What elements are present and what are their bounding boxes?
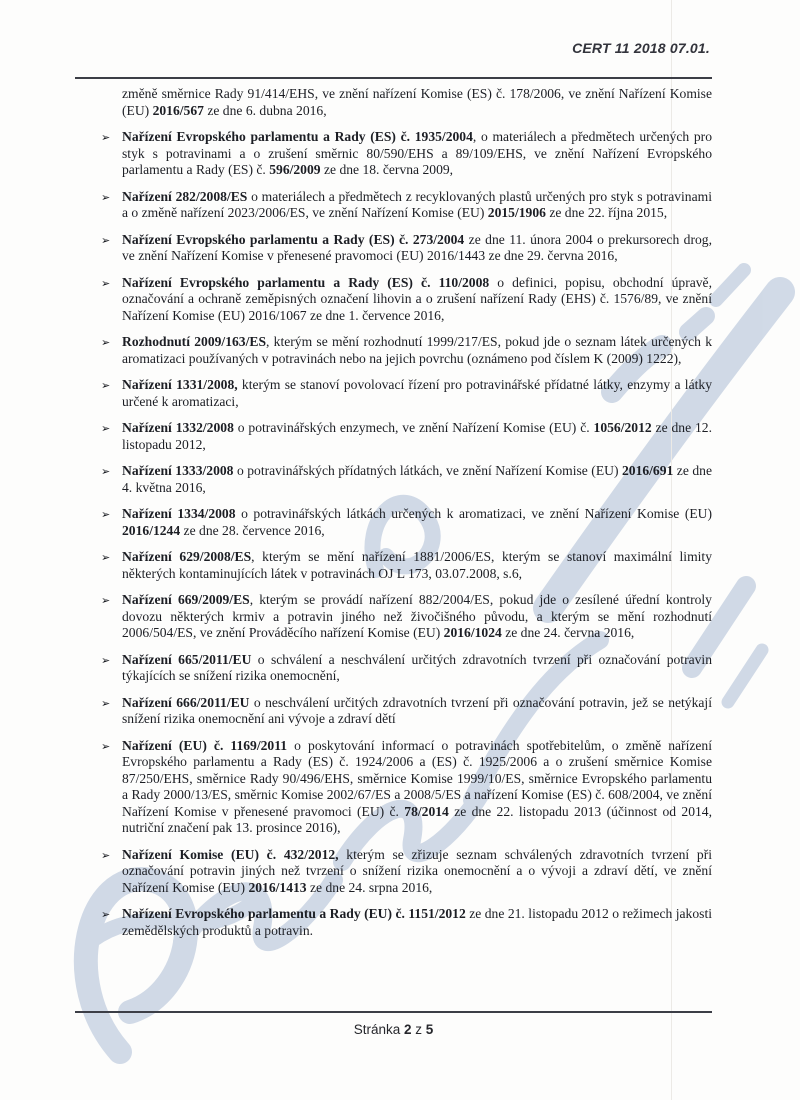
bullet-arrow-icon: ➢ xyxy=(101,848,111,862)
bullet-arrow-icon: ➢ xyxy=(101,653,111,667)
document-body xyxy=(101,86,713,949)
list-item-text: Nařízení 665/2011/EU o schválení a neschválení určitých zdravotních tvrzení při označování potravin týkajících se snížení rizika onemocnění, xyxy=(122,651,712,683)
list-item-text: Nařízení 669/2009/ES, kterým se provádí nařízení 882/2004/ES, pokud jde o zesílené úřední kontroly dovozu některých krmiv a potravin jiného než živočišného původu, a kterým se mění rozhodnutí 2006/504/ES, ve znění Prováděcího nařízení Komise (EU) 2016/1024 ze dne 24. června 2016, xyxy=(122,592,712,640)
list-item-text: Nařízení 1333/2008 o potravinářských přídatných látkách, ve znění Nařízení Komise (EU) 2016/691 ze dne 4. května 2016, xyxy=(122,463,712,495)
bullet-arrow-icon: ➢ xyxy=(101,465,111,478)
bullet-arrow-icon: ➢ xyxy=(101,422,111,435)
list-item xyxy=(101,188,712,222)
bullet-arrow-icon: ➢ xyxy=(101,336,111,349)
list-item xyxy=(101,420,713,453)
list-item xyxy=(101,549,712,582)
bullet-arrow-icon: ➢ xyxy=(101,551,111,564)
header-rule xyxy=(75,77,712,79)
list-item-text: Rozhodnutí 2009/163/ES, kterým se mění rozhodnutí 1999/217/ES, pokud jde o seznam látek určených k aromatizaci používaných v potravinách nebo na jejich povrchu (oznámeno pod číslem K (2009) 1222), xyxy=(122,334,712,366)
list-item xyxy=(101,129,712,179)
list-item xyxy=(101,377,712,410)
bullet-arrow-icon: ➢ xyxy=(101,190,111,204)
document-code: CERT 11 2018 07.01. xyxy=(572,40,710,56)
list-item-text: Nařízení 282/2008/ES o materiálech a předmětech z recyklovaných plastů určených pro styk s potravinami a o změně nařízení 2023/2006/ES, ve znění Nařízení Komise (EU) 2015/1906 ze dne 22. října 2015, xyxy=(122,188,712,220)
regulation-list xyxy=(101,129,713,939)
list-item-text: Nařízení 1334/2008 o potravinářských látkách určených k aromatizaci, ve znění Nařízení Komise (EU) 2016/1244 ze dne 28. července 2016, xyxy=(122,506,712,538)
list-item xyxy=(101,463,712,496)
page-number: Stránka 2 z 5 xyxy=(353,1022,434,1037)
list-item xyxy=(101,506,712,539)
list-item-text: Nařízení Evropského parlamentu a Rady (ES) č. 110/2008 o definici, popisu, obchodní úpravě, označování a ochraně zeměpisných označení lihovin a o zrušení nařízení Rady (EHS) č. 1576/89, ve znění Nařízení Komise (EU) 2016/1067 ze dne 1. července 2016, xyxy=(122,274,712,323)
bullet-arrow-icon: ➢ xyxy=(101,739,111,753)
list-item xyxy=(101,846,712,897)
list-item-text: Nařízení 1331/2008, kterým se stanoví povolovací řízení pro potravinářské přídatné látky, enzymy a látky určené k aromatizaci, xyxy=(122,377,712,409)
footer-rule xyxy=(75,1011,712,1013)
bullet-arrow-icon: ➢ xyxy=(101,233,111,247)
list-item-text: Nařízení 666/2011/EU o neschválení určitých zdravotních tvrzení při označování potravin, jež se netýkají snížení rizika onemocnění ani vývoje a zdraví dětí xyxy=(122,694,712,726)
bullet-arrow-icon: ➢ xyxy=(101,594,111,607)
list-item-text: Nařízení Evropského parlamentu a Rady (ES) č. 273/2004 ze dne 11. února 2004 o prekursorech drog, ve znění Nařízení Komise v přenesené pravomoci (EU) 2016/1443 ze dne 29. června 2016, xyxy=(122,231,712,263)
list-item-text: Nařízení Komise (EU) č. 432/2012, kterým se zřizuje seznam schválených zdravotních tvrzení při označování potravin jiných než tvrzení o snížení rizika onemocnění a o vývoji a zdraví dětí, ve znění Nařízení Komise (EU) 2016/1413 ze dne 24. srpna 2016, xyxy=(122,846,712,895)
list-item-text: Nařízení Evropského parlamentu a Rady (ES) č. 1935/2004, o materiálech a předmětech určených pro styk s potravinami a o zrušení směrnic 80/590/EHS a 89/109/EHS, ve znění Nařízení Evropského parlamentu a Rady (ES) č. 596/2009 ze dne 18. června 2009, xyxy=(122,129,712,177)
list-item xyxy=(101,737,713,837)
intro-paragraph: změně směrnice Rady 91/414/EHS, ve znění nařízení Komise (ES) č. 178/2006, ve znění Nařízení Komise (EU) 2016/567 ze dne 6. dubna 2016, xyxy=(122,86,712,118)
list-item-text: Nařízení 1332/2008 o potravinářských enzymech, ve znění Nařízení Komise (EU) č. 1056/2012 ze dne 12. listopadu 2012, xyxy=(122,420,713,452)
list-item-text: Nařízení 629/2008/ES, kterým se mění nařízení 1881/2006/ES, kterým se stanoví maximální limity některých kontaminujících látek v potravinách OJ L 173, 03.07.2008, s.6, xyxy=(122,549,712,581)
list-item xyxy=(101,334,712,367)
list-item xyxy=(101,592,712,642)
bullet-arrow-icon: ➢ xyxy=(101,696,111,710)
list-item xyxy=(101,231,712,265)
list-item xyxy=(101,274,712,325)
list-item xyxy=(101,694,712,728)
list-item-text: Nařízení Evropského parlamentu a Rady (EU) č. 1151/2012 ze dne 21. listopadu 2012 o režimech jakosti zemědělských produktů a potravin. xyxy=(122,906,712,938)
bullet-arrow-icon: ➢ xyxy=(101,131,111,144)
list-item xyxy=(101,651,712,685)
bullet-arrow-icon: ➢ xyxy=(101,508,111,521)
list-item xyxy=(101,906,712,939)
bullet-arrow-icon: ➢ xyxy=(101,379,111,392)
list-item-text: Nařízení (EU) č. 1169/2011 o poskytování informací o potravinách spotřebitelům, o změně nařízení Evropského parlamentu a Rady (ES) č. 1924/2006 a (ES) č. 1925/2006 a o zrušení směrnice Komise 87/250/EHS, směrnice Rady 90/496/EHS, směrnice Komise 1999/10/ES, směrnice Evropského parlamentu a Rady 2000/13/ES, směrnic Komise 2002/67/ES a 2008/5/ES a nařízení Komise (ES) č. 608/2004, ve znění Nařízení Komise v přenesené pravomoci (EU) č. 78/2014 ze dne 22. listopadu 2013 (účinnost od 2014, nutriční značení pak 13. prosince 2016), xyxy=(122,737,713,835)
bullet-arrow-icon: ➢ xyxy=(101,276,111,290)
bullet-arrow-icon: ➢ xyxy=(101,908,111,921)
